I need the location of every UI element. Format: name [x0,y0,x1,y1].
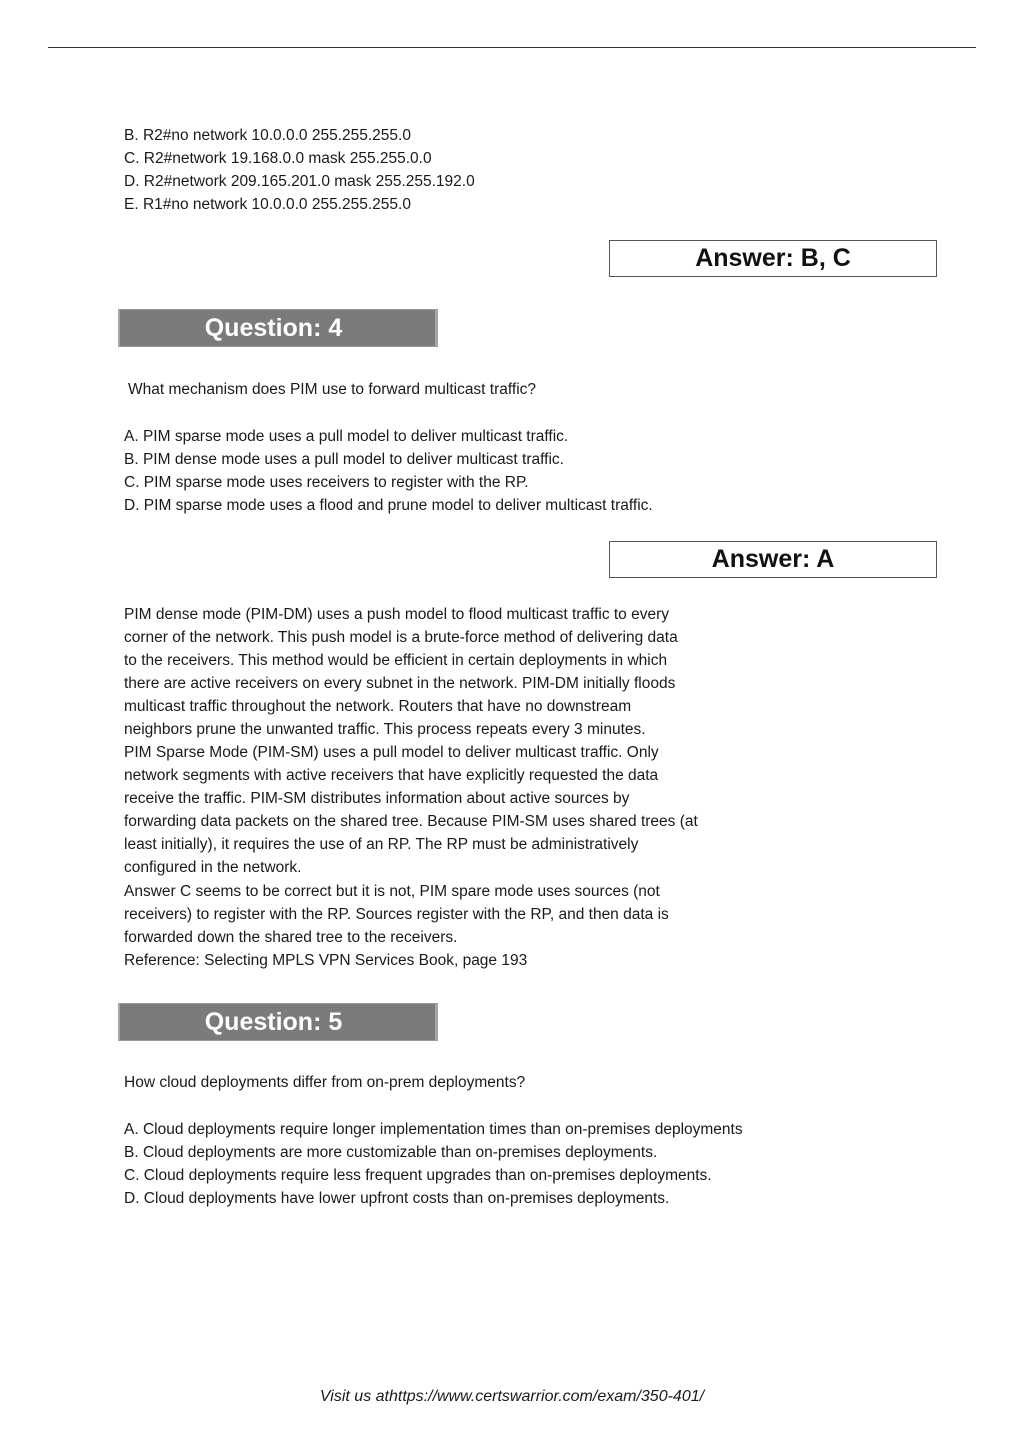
q5-option-b: B. Cloud deployments are more customizable than on-premises deployments. [124,1144,658,1161]
q4-option-c: C. PIM sparse mode uses receivers to register with the RP. [124,474,529,491]
q3-option-c: C. R2#network 19.168.0.0 mask 255.255.0.0 [124,150,432,167]
explanation-line: configured in the network. [124,859,302,876]
q4-question-text: What mechanism does PIM use to forward multicast traffic? [128,381,537,398]
explanation-line: there are active receivers on every subnet in the network. PIM-DM initially floods [124,675,676,692]
explanation-line: PIM dense mode (PIM-DM) uses a push model to flood multicast traffic to every [124,606,670,623]
explanation-line: receive the traffic. PIM-SM distributes information about active sources by [124,790,630,807]
explanation-line: multicast traffic throughout the network. Routers that have no downstream [124,698,632,715]
q4-option-d: D. PIM sparse mode uses a flood and prune model to deliver multicast traffic. [124,497,653,514]
q3-option-b: B. R2#no network 10.0.0.0 255.255.255.0 [124,127,411,144]
explanation-reference: Reference: Selecting MPLS VPN Services Book, page 193 [124,952,528,969]
explanation-line: to the receivers. This method would be efficient in certain deployments in which [124,652,668,669]
question-5-banner: Question: 5 [118,1003,438,1041]
explanation-line: corner of the network. This push model is a brute-force method of delivering data [124,629,678,646]
explanation-line: forwarded down the shared tree to the receivers. [124,929,458,946]
q3-option-e: E. R1#no network 10.0.0.0 255.255.255.0 [124,196,411,213]
q3-answer-box: Answer: B, C [609,240,937,277]
explanation-line: network segments with active receivers that have explicitly requested the data [124,767,659,784]
explanation-line: least initially), it requires the use of an RP. The RP must be administratively [124,836,639,853]
q4-answer-box: Answer: A [609,541,937,578]
explanation-line: receivers) to register with the RP. Sources register with the RP, and then data is [124,906,669,923]
q3-option-d: D. R2#network 209.165.201.0 mask 255.255.192.0 [124,173,475,190]
header-rule [48,47,976,48]
q5-option-d: D. Cloud deployments have lower upfront costs than on-premises deployments. [124,1190,670,1207]
explanation-line: forwarding data packets on the shared tree. Because PIM-SM uses shared trees (at [124,813,698,830]
q5-option-a: A. Cloud deployments require longer implementation times than on-premises deployments [124,1121,743,1138]
footer-visit-link[interactable]: Visit us athttps://www.certswarrior.com/exam/350-401/ [319,1388,705,1405]
q4-option-a: A. PIM sparse mode uses a pull model to deliver multicast traffic. [124,428,569,445]
q5-question-text: How cloud deployments differ from on-prem deployments? [124,1074,526,1091]
q4-option-b: B. PIM dense mode uses a pull model to deliver multicast traffic. [124,451,564,468]
explanation-line: Answer C seems to be correct but it is not, PIM spare mode uses sources (not [124,883,660,900]
explanation-line: PIM Sparse Mode (PIM-SM) uses a pull model to deliver multicast traffic. Only [124,744,659,761]
q5-option-c: C. Cloud deployments require less frequent upgrades than on-premises deployments. [124,1167,712,1184]
question-4-banner: Question: 4 [118,309,438,347]
explanation-line: neighbors prune the unwanted traffic. This process repeats every 3 minutes. [124,721,646,738]
